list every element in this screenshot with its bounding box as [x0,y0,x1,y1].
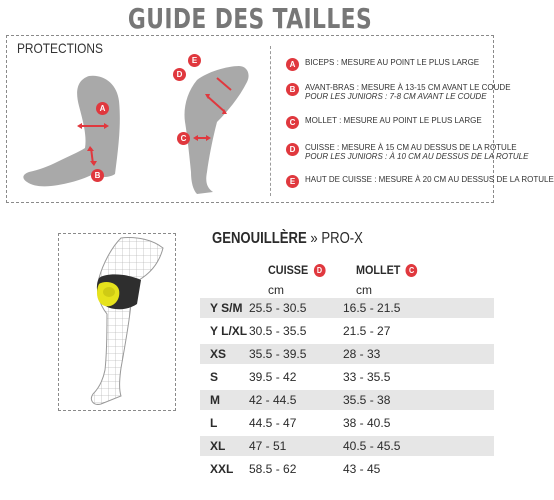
product-name: GENOUILLÈRE [212,230,307,247]
cuisse-value: 42 - 44.5 [249,393,297,407]
table-row [200,413,494,433]
product-separator: » [310,230,318,247]
size-label: L [210,416,218,430]
table-row [200,459,494,479]
leg-badge-e: E [188,54,207,67]
size-label: Y L/XL [210,324,248,338]
panel-divider [270,46,271,196]
mollet-badge: C [406,264,418,277]
mollet-value: 21.5 - 27 [343,324,391,338]
leg-badge-c: C [177,132,196,145]
unit-mollet: cm [356,283,372,297]
table-row [200,390,494,410]
cuisse-value: 25.5 - 30.5 [249,301,307,315]
page-title: GUIDE DES TAILLES [127,2,373,35]
table-row [200,367,494,387]
table-row [200,298,494,318]
col-header-cuisse: CUISSE D [268,263,325,277]
table-row [200,436,494,456]
cuisse-value: 30.5 - 35.5 [249,324,307,338]
kneepad-figure-frame [58,233,176,411]
size-label: Y S/M [210,301,243,315]
product-title [212,230,363,248]
cuisse-value: 35.5 - 39.5 [249,347,307,361]
size-label: S [210,370,219,384]
legend-item-a: A BICEPS : MESURE AU POINT LE PLUS LARGE [286,58,479,71]
cuisse-value: 39.5 - 42 [249,370,297,384]
product-model: PRO-X [321,230,363,247]
unit-cuisse: cm [268,283,284,297]
size-label: XXL [210,462,234,476]
mollet-value: 43 - 45 [343,462,381,476]
protections-panel [6,35,554,203]
table-row [200,321,494,341]
size-label: XL [210,439,226,453]
legend-item-d: D CUISSE : MESURE À 15 CM AU DESSUS DE LA ROTULE POUR LES JUNIORS : À 10 CM AU DESSUS DE LA ROTULE [286,143,528,161]
legend-item-b: B AVANT-BRAS : MESURE À 13-15 CM AVANT LE COUDE POUR LES JUNIORS : 7-8 CM AVANT LE COUDE [286,83,511,101]
cuisse-value: 44.5 - 47 [249,416,297,430]
mollet-value: 38 - 40.5 [343,416,391,430]
arm-badge-a: A [96,102,115,115]
cuisse-value: 47 - 51 [249,439,287,453]
cuisse-badge: D [314,264,326,277]
size-label: XS [210,347,227,361]
mollet-value: 16.5 - 21.5 [343,301,401,315]
mollet-value: 35.5 - 38 [343,393,391,407]
table-row [200,344,494,364]
col-header-mollet: MOLLET C [356,263,417,277]
size-label: M [210,393,220,407]
legend-item-c: C MOLLET : MESURE AU POINT LE PLUS LARGE [286,116,482,129]
leg-illustration [167,42,267,200]
mollet-value: 28 - 33 [343,347,381,361]
arm-illustration [19,66,159,196]
arm-badge-b: B [91,169,110,182]
protections-title: PROTECTIONS [17,40,103,56]
cuisse-value: 58.5 - 62 [249,462,297,476]
kneepad-illustration [59,234,175,410]
legend-item-e: E HAUT DE CUISSE : MESURE À 20 CM AU DESSUS DE LA ROTULE [286,175,554,188]
mollet-value: 33 - 35.5 [343,370,391,384]
leg-badge-d: D [173,68,192,81]
mollet-value: 40.5 - 45.5 [343,439,401,453]
